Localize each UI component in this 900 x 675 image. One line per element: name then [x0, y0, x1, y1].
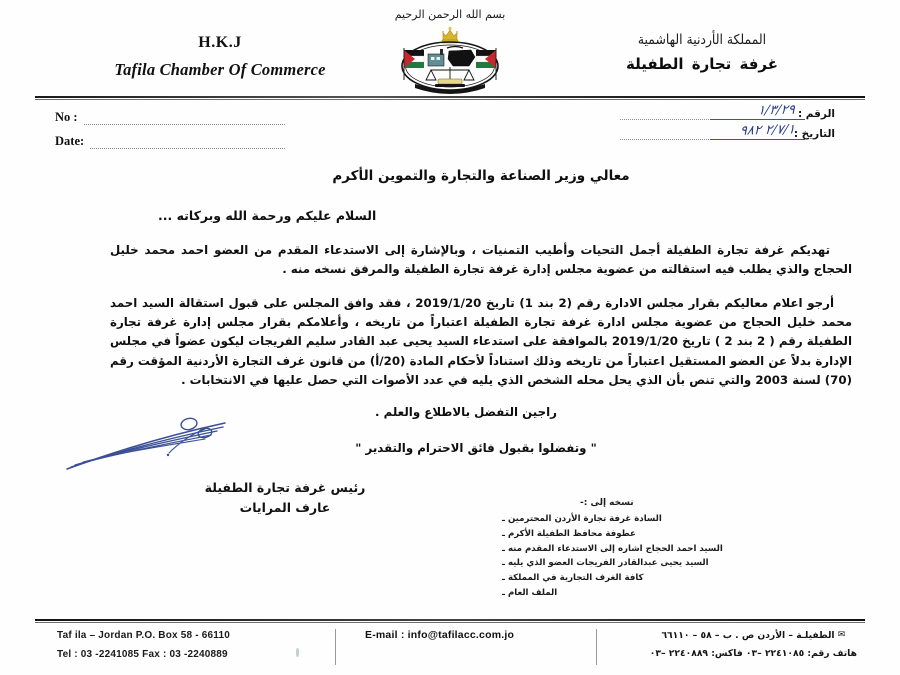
reference-no-label-arabic: الرقم : [797, 108, 835, 120]
letterhead-footer [35, 625, 865, 669]
footer-address-english: Taf ila – Jordan P.O. Box 58 - 66110 [57, 630, 231, 641]
letter-closing-request: راجين التفضل بالاطلاع والعلم . [375, 404, 557, 419]
header-chamber-name-arabic: غرفة تجارة الطفيلة [625, 55, 779, 73]
reference-block-arabic [620, 102, 835, 148]
footer-contact-arabic [650, 627, 857, 663]
cc-title: نسخه إلى :- [580, 498, 634, 508]
reference-date-row-arabic [620, 122, 835, 140]
header-divider-rule [35, 96, 865, 100]
footer-email-address[interactable]: info@tafilacc.com.jo [407, 629, 515, 641]
cc-distribution-list [502, 498, 842, 601]
signature-name: عارف المرايات [239, 500, 331, 515]
signature-text [120, 480, 450, 515]
signature-title: رئيس غرفة تجارة الطفيلة [204, 480, 366, 495]
jordan-emblem-icon [391, 24, 509, 98]
envelope-icon: ✉ [837, 630, 846, 640]
signature-block [120, 425, 450, 515]
reference-no-row [55, 110, 285, 125]
reference-no-handwritten-underline [710, 119, 805, 120]
footer-address-arabic: الطفيلـة – الأردن ص . ب – ٥٨ – ٦٦١١٠ [661, 630, 835, 641]
letter-paragraph-1: تهديكم غرفة تجارة الطفيلة أجمل التحيات وأطيب التمنيات ، وبالإشارة إلى الاستدعاء المقدم من العضو احمد محمد خليل الحجاج والذي يطلب فيه استقالته من عضوية مجلس إدارة غرفة تجارة الطفيلة والمرفق نسخه منه . [110, 243, 852, 277]
reference-block-english [55, 110, 285, 158]
handwritten-signature-icon [65, 415, 265, 477]
cc-item: عطوفة محافظ الطفيلة الأكرم ـ [502, 527, 842, 542]
letter-greeting: السلام عليكم ورحمة الله وبركاته ... [158, 208, 377, 223]
cc-items [502, 512, 842, 601]
footer-separator-left [335, 629, 336, 665]
header-hkj-abbreviation: H.K.J [198, 34, 242, 51]
letterhead-header [0, 0, 900, 95]
footer-email-block [365, 629, 514, 641]
cc-item: الملف العام ـ [502, 586, 842, 601]
reference-date-line[interactable] [90, 139, 285, 149]
cc-item: كافة الغرف التجارية في المملكة ـ [502, 571, 842, 586]
letter-body [110, 168, 852, 455]
cc-item: السادة غرفة تجارة الأردن المحترمين ـ [502, 512, 842, 527]
cc-item: السيد احمد الحجاج اشاره إلى الاستدعاء المقدم منه ـ [502, 542, 842, 557]
footer-phone-english: Tel : 03 -2241085 Fax : 03 -2240889 [57, 648, 228, 660]
header-chamber-name-english: Tafila Chamber Of Commerce [114, 60, 326, 79]
letter-paragraph-2: أرجو اعلام معاليكم بقرار مجلس الادارة رقم (2 بند 1) تاريخ 2019/1/20 ، فقد وافق المجلس على قبول استقالة السيد احمد محمد خليل الحجاج من عضوية مجلس ادارة غرفة تجارة الطفيلة اعتباراً من تاريخه ، وأعلامكم بقرار مجلس إدارة غرفة تجارة الطفيلة رقم ( 2 بند 2 ) تاريخ 2019/1/20 بالموافقة على استدعاء السيد يحيى عبد القادر سليم الفريجات ليكون عضواً في مجلس الإدارة بدلاً عن العضو المستقيل اعتباراً من تاريخه وذلك استناداً لأحكام المادة (20/أ) من قانون غرف التجارة الأردنية المؤقت رقم (70) لسنة 2003 والتي تنص بأن الذي يحل محله الشخص الذي يليه في عدد الأصوات التي حصل عليها في الانتخابات . [110, 296, 853, 387]
reference-date-handwritten-underline [710, 139, 805, 140]
letter-closing-respect: " وتفضلوا بقبول فائق الاحترام والتقدير " [355, 440, 597, 455]
reference-date-handwritten-value: ٢/٧/١ ٩٨٢ [739, 122, 796, 139]
letter-salutation: معالي وزير الصناعة والتجارة والتموين الأكرم [332, 168, 630, 184]
footer-contact-english [57, 627, 230, 664]
reference-no-line[interactable] [84, 115, 285, 125]
basmala-text: بسم الله الرحمن الرحيم [394, 8, 506, 21]
reference-no-handwritten-value: ١/٣/٢٩ [757, 102, 796, 119]
footer-divider-rule [35, 619, 865, 623]
header-arabic-block [552, 32, 852, 73]
reference-date-row [55, 134, 285, 149]
footer-address-arabic-row [650, 627, 857, 645]
footer-separator-right [596, 629, 597, 665]
reference-no-row-arabic [620, 102, 835, 120]
header-kingdom-name-arabic: المملكة الأردنية الهاشمية [637, 32, 767, 48]
reference-no-label: No : [55, 110, 78, 124]
reference-date-label: Date: [55, 134, 85, 148]
cc-item: السيد يحيى عبدالقادر الفريجات العضو الذي يليه ـ [502, 556, 842, 571]
header-english-block [55, 34, 385, 80]
footer-email-label: E-mail : [365, 629, 408, 641]
reference-date-label-arabic: التاريخ : [793, 128, 835, 140]
footer-phone-arabic: هاتف رقم: ٢٢٤١٠٨٥ –٠٣ فاكس: ٢٢٤٠٨٨٩ –٠٣ [649, 648, 857, 660]
